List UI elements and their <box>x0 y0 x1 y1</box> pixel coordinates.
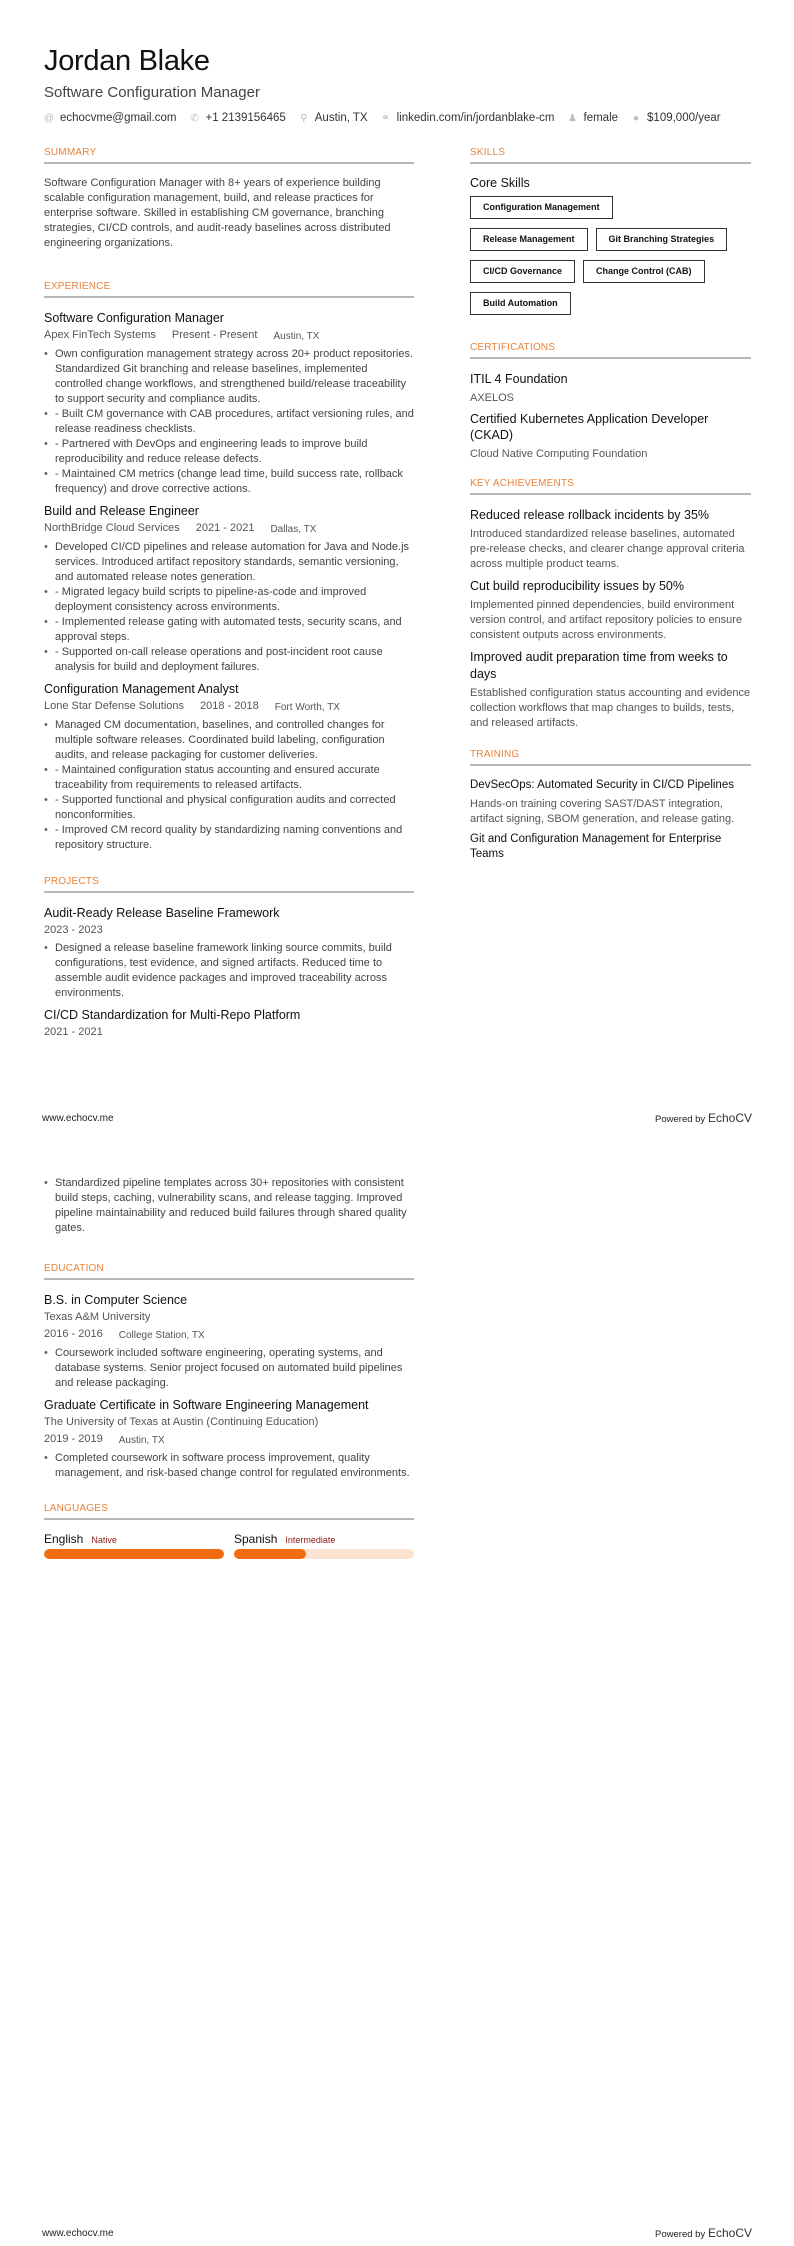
skills-section <box>470 147 751 324</box>
left-column <box>44 147 414 859</box>
project-item <box>44 1007 414 1040</box>
language-name: Spanish <box>234 1532 278 1546</box>
company-name: Lone Star Defense Solutions <box>44 700 185 712</box>
achievement-title: Reduced release rollback incidents by 35% <box>470 508 710 522</box>
link-icon: ⚭ <box>381 112 390 124</box>
section-heading: TRAINING <box>470 749 751 766</box>
bullet: • - Maintained configuration status accounting and ensured accurate traceability from requirements to released artifacts. <box>44 763 414 793</box>
skill-chip: Change Control (CAB) <box>583 260 705 283</box>
school-name <box>44 1415 414 1430</box>
job-location: Austin, TX <box>273 331 320 342</box>
skill-chips <box>470 196 751 324</box>
language-name: English <box>44 1532 84 1546</box>
contact-phone-text: +1 2139156465 <box>205 112 286 124</box>
bullet: • Completed coursework in software process improvement, quality management, and risk-based change control for regulated environments. <box>44 1451 414 1481</box>
footer-powered-by <box>655 2226 752 2240</box>
location-pin-icon: ⚲ <box>300 112 308 124</box>
education-item <box>44 1397 414 1481</box>
training-title: DevSecOps: Automated Security in CI/CD Pipelines <box>470 779 734 791</box>
bullet: • - Partnered with DevOps and engineering leads to improve build reproducibility and reduce release defects. <box>44 437 414 467</box>
proficiency-fill <box>234 1549 306 1559</box>
project-name: Audit-Ready Release Baseline Framework <box>44 906 280 920</box>
achievement-description: Established configuration status accounting and evidence collection workflows that map changes to builds, tests, and released artifacts. <box>470 687 751 729</box>
language-proficiency-bar <box>234 1549 414 1559</box>
job-location: Dallas, TX <box>270 524 317 535</box>
contact-location <box>299 112 368 124</box>
summary-text: Software Configuration Manager with 8+ years of experience building scalable configuration management, build, and release practices for enterprise software. Skilled in establishing CM governance, branching strategies, CI/CD controls, and audit-ready baselines across distributed engineering organizations. <box>44 177 391 249</box>
person-icon: ♟ <box>568 112 577 124</box>
education-bullets <box>44 1451 414 1481</box>
company-name: NorthBridge Cloud Services <box>44 522 180 534</box>
job-meta <box>44 699 414 715</box>
company-name: Apex FinTech Systems <box>44 329 156 341</box>
achievement-description: Implemented pinned dependencies, build environment version control, and artifact repository policies to ensure consistent outputs across environments. <box>470 599 743 641</box>
education-dates: 2019 - 2019 <box>44 1433 103 1445</box>
bullet: • Designed a release baseline framework linking source commits, build configurations, test evidence, and signed artifacts. Reduced time to assemble audit evidence packages and improved traceability across environments. <box>44 941 414 1001</box>
bullet: • - Implemented release gating with automated tests, security scans, and approval steps. <box>44 615 414 645</box>
school-name-text: The University of Texas at Austin (Continuing Education) <box>44 1416 319 1428</box>
project-dates <box>44 923 414 938</box>
contact-linkedin[interactable] <box>381 112 555 124</box>
bullet: • - Maintained CM metrics (change lead time, build success rate, rollback frequency) and drove corrective actions. <box>44 467 414 497</box>
at-icon: @ <box>44 112 55 124</box>
brand-logo[interactable]: EchoCV <box>707 2226 752 2240</box>
bullet: • - Improved CM record quality by standardizing naming conventions and repository structure. <box>44 823 414 853</box>
job-dates: 2021 - 2021 <box>195 522 255 534</box>
language-level: Native <box>91 1535 117 1545</box>
projects-section <box>44 876 414 1046</box>
school-name-text: Texas A&M University <box>44 1311 151 1323</box>
project-bullets <box>44 941 414 1001</box>
project-dates <box>44 1025 414 1040</box>
phone-icon: ✆ <box>190 112 199 124</box>
experience-item <box>44 681 414 853</box>
section-heading: SUMMARY <box>44 147 414 164</box>
training-title: Git and Configuration Management for Enterprise Teams <box>470 833 722 860</box>
education-section <box>44 1263 414 1487</box>
skill-chip: Release Management <box>470 228 588 251</box>
bullet: • Managed CM documentation, baselines, and controlled changes for multiple software releases. Coordinated build labeling, configuration audits, and release packaging for customer deliveries. <box>44 718 414 763</box>
page-footer <box>42 2226 752 2240</box>
certifications-section <box>470 342 751 460</box>
section-heading: PROJECTS <box>44 876 414 893</box>
experience-section <box>44 281 414 853</box>
achievement-description: Introduced standardized release baselines, automated pre-release checks, and clearer change approval criteria across multiple product teams. <box>470 528 745 570</box>
language-level: Intermediate <box>285 1535 336 1545</box>
section-heading: KEY ACHIEVEMENTS <box>470 478 751 495</box>
bullet: • Own configuration management strategy across 20+ product repositories. Standardized Git branching and release baselines, implemented controlled change workflows, and strengthened build/release traceability to support security and compliance audits. <box>44 347 414 407</box>
footer-site-link[interactable]: www.echocv.me <box>42 1112 114 1124</box>
brand-logo[interactable]: EchoCV <box>707 1111 752 1125</box>
project-item <box>44 905 414 1001</box>
job-dates: Present - Present <box>171 329 258 341</box>
project-name: CI/CD Standardization for Multi-Repo Platform <box>44 1008 301 1022</box>
contact-salary-text: $109,000/year <box>647 112 721 124</box>
job-role: Build and Release Engineer <box>44 504 199 518</box>
education-dates: 2016 - 2016 <box>44 1328 103 1340</box>
school-name <box>44 1310 414 1325</box>
bullet: • - Migrated legacy build scripts to pipeline-as-code and improved deployment consistency across environments. <box>44 585 414 615</box>
contact-salary <box>631 112 721 124</box>
bullet: • - Built CM governance with CAB procedures, artifact versioning rules, and release readiness checklists. <box>44 407 414 437</box>
bullet: • Coursework included software engineering, operating systems, and database systems. Senior project focused on automated build pipelines and release packaging. <box>44 1346 414 1391</box>
contact-bar <box>44 112 734 124</box>
certification-issuer: Cloud Native Computing Foundation <box>470 448 648 460</box>
experience-item <box>44 503 414 675</box>
contact-gender-text: female <box>583 112 619 124</box>
contact-location-text: Austin, TX <box>314 112 368 124</box>
skill-chip: CI/CD Governance <box>470 260 575 283</box>
achievement-title: Improved audit preparation time from weeks to days <box>470 650 728 681</box>
right-column <box>470 147 751 866</box>
language-item <box>44 1532 224 1559</box>
section-heading: EXPERIENCE <box>44 281 414 298</box>
certification-name: Certified Kubernetes Application Developer (CKAD) <box>470 412 709 442</box>
job-role: Configuration Management Analyst <box>44 682 239 696</box>
education-location: College Station, TX <box>118 1330 205 1341</box>
bullet: • Standardized pipeline templates across 30+ repositories with consistent build steps, caching, vulnerability scans, and release tagging. Improved pipeline maintainability and reduced build failures through shared quality gates. <box>44 1176 414 1236</box>
languages-section <box>44 1503 414 1559</box>
experience-item <box>44 310 414 497</box>
bullet: • Developed CI/CD pipelines and release automation for Java and Node.js services. Introduced artifact repository standards, semantic versioning, and automated release notes generation. <box>44 540 414 585</box>
degree-name: B.S. in Computer Science <box>44 1293 188 1307</box>
degree-name: Graduate Certificate in Software Engineering Management <box>44 1398 369 1412</box>
education-bullets <box>44 1346 414 1391</box>
section-heading: CERTIFICATIONS <box>470 342 751 359</box>
contact-email-text: echocvme@gmail.com <box>60 112 177 124</box>
bullet: • - Supported on-call release operations and post-incident root cause analysis for build and deployment failures. <box>44 645 414 675</box>
projects-continued <box>44 1173 414 1236</box>
achievements-section <box>470 478 751 731</box>
skills-group-title: Core Skills <box>470 176 530 190</box>
language-proficiency-bar <box>44 1549 224 1559</box>
job-bullets <box>44 540 414 675</box>
section-heading: SKILLS <box>470 147 751 164</box>
bullet: • - Supported functional and physical configuration audits and corrected nonconformities. <box>44 793 414 823</box>
training-section <box>470 749 751 862</box>
contact-email[interactable] <box>44 112 177 124</box>
dollar-icon: ● <box>633 112 640 124</box>
education-item <box>44 1292 414 1391</box>
project-dates-text: 2023 - 2023 <box>44 924 103 936</box>
skill-chip: Configuration Management <box>470 196 613 219</box>
training-description: Hands-on training covering SAST/DAST integration, artifact signing, SBOM generation, and release gating. <box>470 798 735 825</box>
proficiency-fill <box>44 1549 224 1559</box>
powered-by-label: Powered by <box>655 1114 706 1125</box>
language-item <box>234 1532 414 1559</box>
job-bullets <box>44 347 414 497</box>
project-dates-text: 2021 - 2021 <box>44 1026 103 1038</box>
job-role: Software Configuration Manager <box>44 311 224 325</box>
powered-by-label: Powered by <box>655 2229 706 2240</box>
skill-chip: Build Automation <box>470 292 571 315</box>
job-dates: 2018 - 2018 <box>200 700 259 712</box>
achievement-title: Cut build reproducibility issues by 50% <box>470 579 684 593</box>
summary-section <box>44 147 414 251</box>
job-bullets <box>44 718 414 853</box>
candidate-title: Software Configuration Manager <box>44 84 260 101</box>
education-meta <box>44 1432 414 1448</box>
contact-gender <box>568 112 619 124</box>
education-meta <box>44 1327 414 1343</box>
contact-linkedin-text: linkedin.com/in/jordanblake-cm <box>396 112 555 124</box>
footer-site-link[interactable]: www.echocv.me <box>42 2227 114 2239</box>
job-meta <box>44 521 414 537</box>
certification-issuer: AXELOS <box>470 392 515 404</box>
candidate-name: Jordan Blake <box>44 45 210 77</box>
project-bullets <box>44 1176 414 1236</box>
contact-phone[interactable] <box>190 112 286 124</box>
language-list <box>44 1532 414 1559</box>
job-location: Fort Worth, TX <box>274 702 340 713</box>
section-heading: EDUCATION <box>44 1263 414 1280</box>
section-heading: LANGUAGES <box>44 1503 414 1520</box>
education-location: Austin, TX <box>118 1435 165 1446</box>
skill-chip: Git Branching Strategies <box>596 228 728 251</box>
job-meta <box>44 328 414 344</box>
certification-name: ITIL 4 Foundation <box>470 372 568 386</box>
resume-header <box>44 44 734 124</box>
resume-page-2 <box>0 1123 794 2246</box>
